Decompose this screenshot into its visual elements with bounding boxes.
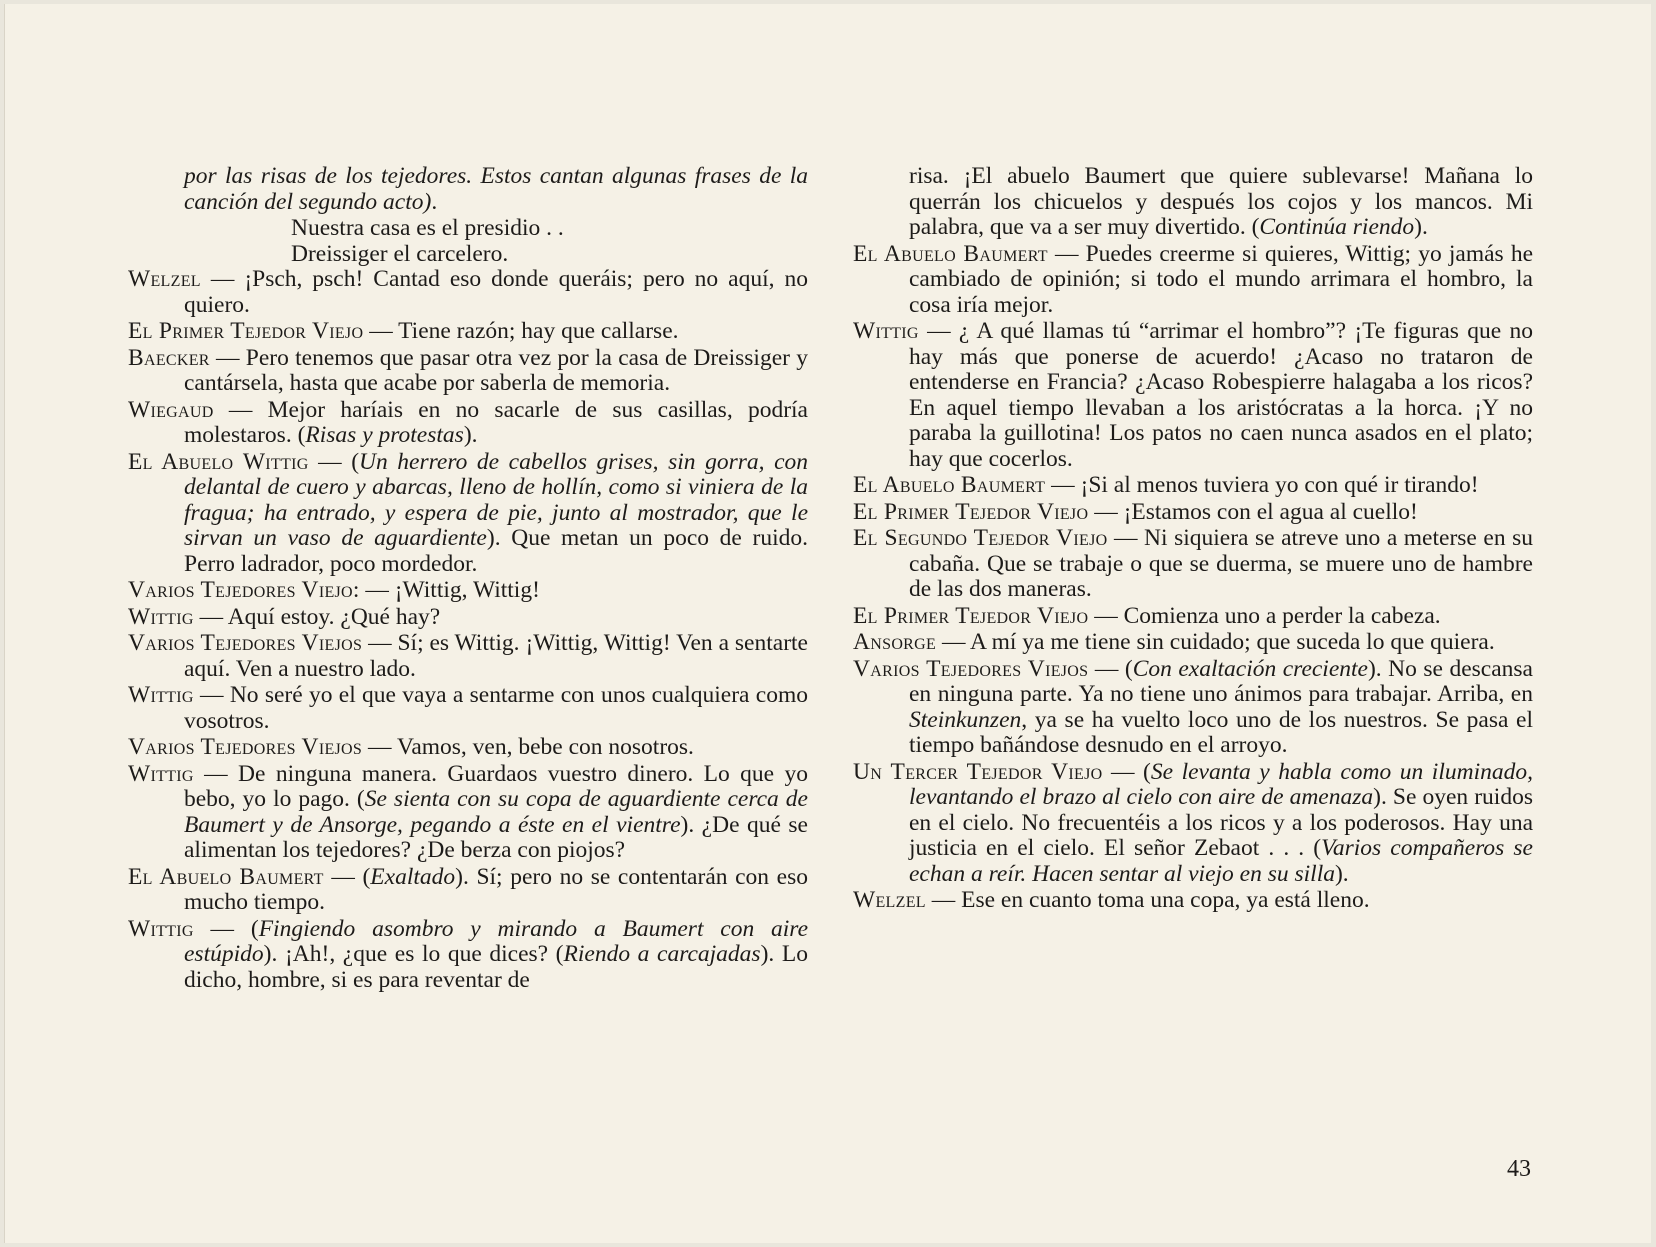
speaker-name: Varios Tejedores Viejo — [128, 577, 353, 603]
dialogue-text: — Sí; es Wittig. ¡Wittig, Wittig! Ven a sentarte aquí. Ven a nuestro lado. — [184, 630, 808, 682]
dialogue-paragraph — [128, 735, 808, 761]
dialogue-paragraph — [128, 398, 808, 449]
speaker-name: Varios Tejedores Viejos — [128, 734, 363, 760]
dialogue-text: — Aquí estoy. ¿Qué hay? — [193, 603, 441, 630]
dialogue-paragraph — [128, 631, 808, 682]
book-page — [4, 4, 1651, 1243]
stage-direction: Fingiendo asombro y mirando a Baumert con aire estúpido — [184, 915, 809, 967]
verse-line — [128, 242, 808, 268]
dialogue-text: — De ninguna manera. Guardaos vuestro dinero. Lo que yo bebo, yo lo pago. ( — [184, 760, 808, 812]
dialogue-text: — Vamos, ven, bebe con nosotros. — [362, 734, 694, 760]
dialogue-paragraph — [128, 319, 808, 345]
dialogue-paragraph — [128, 683, 808, 734]
dialogue-text: ). ¡Ah!, ¿que es lo que dices? ( — [263, 941, 564, 967]
dialogue-text: — A mí ya me tiene sin cuidado; que suceda lo que quiera. — [936, 629, 1495, 655]
dialogue-text: ). — [1334, 860, 1349, 887]
dialogue-text: ). Lo dicho, hombre, si es para reventar de — [184, 941, 809, 993]
speaker-name: El Primer Tejedor Viejo — [853, 498, 1089, 525]
dialogue-text: ). Que metan un poco de ruido. Perro ladrador, poco mordedor. — [184, 525, 808, 577]
dialogue-paragraph — [128, 267, 808, 318]
dialogue-text: — ( — [1088, 655, 1133, 682]
speaker-name: Wittig — [853, 318, 919, 344]
speaker-name: Ansorge — [853, 629, 937, 655]
dialogue-paragraph — [128, 164, 808, 215]
dialogue-paragraph — [853, 473, 1533, 499]
speaker-name: Wittig — [128, 915, 194, 942]
speaker-name: El Abuelo Wittig — [128, 448, 309, 475]
speaker-name: Wittig — [128, 682, 194, 708]
dialogue-text: — ( — [323, 863, 371, 890]
speaker-name: El Segundo Tejedor Viejo — [853, 525, 1108, 551]
dialogue-text: : — ¡Wittig, Wittig! — [352, 577, 540, 603]
dialogue-paragraph — [853, 164, 1533, 241]
stage-direction: Exaltado — [370, 863, 456, 890]
stage-direction: Riendo a carcajadas — [563, 941, 761, 967]
dialogue-paragraph — [853, 526, 1533, 603]
dialogue-text: — Mejor haríais en no sacarle de sus casillas, podría molestaros. ( — [184, 396, 808, 448]
dialogue-text: — Comienza uno a perder la cabeza. — [1088, 602, 1441, 629]
page-number: 43 — [1507, 1156, 1531, 1182]
dialogue-text: ). — [463, 422, 478, 448]
stage-direction: Risas y protestas — [305, 422, 464, 448]
dialogue-paragraph — [853, 657, 1533, 759]
speaker-name: El Abuelo Baumert — [853, 240, 1048, 267]
dialogue-text: ). Se oyen ruidos en el cielo. No frecuentéis a los ricos y a los poderosos. Hay una justicia en el cielo. El señor Zebaot . . . ( — [909, 784, 1533, 861]
dialogue-text: — ( — [1102, 758, 1151, 785]
speaker-name: El Primer Tejedor Viejo — [853, 602, 1089, 629]
stage-direction: Steinkunzen — [909, 706, 1022, 733]
stage-direction: Continúa riendo — [1259, 214, 1415, 240]
dialogue-text: risa. ¡El abuelo Baumert que quiere sublevarse! Mañana lo querrán los chicuelos y después los cojos y los mancos. Mi palabra, que va a ser muy divertido. ( — [909, 163, 1533, 240]
speaker-name: Welzel — [128, 266, 201, 292]
dialogue-text: — Pero tenemos que pasar otra vez por la casa de Dreissiger y cantársela, hasta que acabe por saberla de memoria. — [184, 344, 808, 396]
dialogue-text: , ya se ha vuelto loco uno de los nuestros. Se pasa el tiempo bañándose desnudo en el arroyo. — [909, 706, 1533, 758]
dialogue-paragraph — [128, 917, 808, 994]
speaker-name: Wittig — [128, 760, 194, 787]
speaker-name: Wiegaud — [128, 396, 214, 423]
dialogue-text: — Tiene razón; hay que callarse. — [363, 318, 679, 344]
dialogue-paragraph — [128, 578, 808, 604]
stage-direction: Un herrero de cabellos grises, sin gorra, con delantal de cuero y abarcas, lleno de hollín, como si viniera de la fragua; ha entrado, y espera de pie, junto al mostrador, que le sirvan un vaso de aguardiente — [184, 448, 809, 551]
dialogue-paragraph — [853, 630, 1533, 656]
dialogue-text: ). No se descansa en ninguna parte. Ya no tiene uno ánimos para trabajar. Arriba, en — [909, 655, 1533, 707]
dialogue-text: — ¿ A qué llamas tú “arrimar el hombro”? ¡Te figuras que no hay más que ponerse de acuerdo! ¿Acaso no trataron de entenderse en Francia? ¿Acaso Robespierre halagaba a los ricos? En aquel tiempo llevaban a los aristócratas a la horca. ¡Y no paraba la guillotina! Los patos no caen nunca asados en el plato; hay que cocerlos. — [909, 318, 1533, 472]
dialogue-paragraph — [128, 346, 808, 397]
dialogue-paragraph — [128, 865, 808, 916]
stage-direction: Se sienta con su copa de aguardiente cerca de Baumert y de Ansorge, pegando a éste en el vientre — [184, 786, 808, 838]
dialogue-paragraph — [853, 319, 1533, 472]
dialogue-paragraph — [853, 242, 1533, 319]
speaker-name: Varios Tejedores Viejos — [853, 655, 1089, 682]
speaker-name: Wittig — [128, 603, 194, 630]
stage-direction: Se levanta y habla como un iluminado, levantando el brazo al cielo con aire de amenaza — [909, 758, 1533, 810]
dialogue-text: — ¡Estamos con el agua al cuello! — [1088, 498, 1418, 525]
speaker-name: El Abuelo Baumert — [128, 863, 324, 890]
dialogue-paragraph — [853, 888, 1533, 914]
dialogue-paragraph — [853, 604, 1533, 630]
dialogue-paragraph — [853, 760, 1533, 888]
dialogue-text: ). Sí; pero no se contentarán con eso mucho tiempo. — [184, 863, 808, 915]
dialogue-text: Nuestra casa es el presidio . . — [291, 215, 564, 241]
dialogue-paragraph — [128, 762, 808, 864]
dialogue-text: . — [431, 188, 438, 215]
stage-direction: por las risas de los tejedores. Estos cantan algunas frases de la canción del segundo acto) — [184, 163, 808, 215]
speaker-name: Varios Tejedores Viejos — [128, 630, 363, 656]
speaker-name: El Primer Tejedor Viejo — [128, 318, 364, 344]
dialogue-text: ). — [1414, 214, 1428, 240]
dialogue-text: — No seré yo el que vaya a sentarme con unos cualquiera como vosotros. — [184, 682, 808, 734]
verse-line — [128, 216, 808, 242]
dialogue-paragraph — [853, 500, 1533, 526]
dialogue-paragraph — [128, 605, 808, 631]
stage-direction: Con exaltación creciente — [1132, 655, 1368, 682]
dialogue-text: — Ni siquiera se atreve uno a meterse en su cabaña. Que se trabaje o que se duerma, se muere uno de hambre de las dos maneras. — [909, 525, 1533, 602]
right-column — [853, 164, 1533, 915]
stage-direction: Varios compañeros se echan a reír. Hacen sentar al viejo en su silla — [909, 835, 1533, 887]
dialogue-text: — ( — [308, 448, 360, 475]
left-column — [128, 164, 808, 994]
dialogue-text: Dreissiger el carcelero. — [291, 240, 509, 267]
dialogue-text: — ¡Si al menos tuviera yo con qué ir tirando! — [1045, 472, 1479, 498]
speaker-name: El Abuelo Baumert — [853, 472, 1046, 498]
dialogue-text: — Ese en cuanto toma una copa, ya está lleno. — [925, 887, 1370, 913]
dialogue-text: ). ¿De qué se alimentan los tejedores? ¿De berza con piojos? — [184, 811, 808, 863]
speaker-name: Baecker — [128, 344, 210, 371]
dialogue-text: — Puedes creerme si quieres, Wittig; yo jamás he cambiado de opinión; si todo el mundo arrimara el hombro, la cosa iría mejor. — [909, 240, 1534, 318]
speaker-name: Welzel — [853, 887, 926, 913]
speaker-name: Un Tercer Tejedor Viejo — [853, 758, 1103, 785]
dialogue-text: — ( — [193, 915, 259, 942]
dialogue-text: — ¡Psch, psch! Cantad eso donde queráis; pero no aquí, no quiero. — [184, 266, 808, 318]
dialogue-paragraph — [128, 450, 808, 578]
